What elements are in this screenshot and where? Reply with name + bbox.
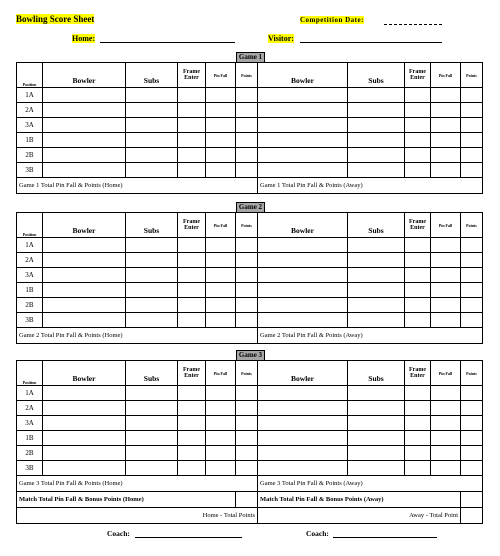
entry-cell[interactable] xyxy=(405,148,431,163)
entry-cell[interactable] xyxy=(206,283,236,298)
entry-cell[interactable] xyxy=(43,461,126,476)
match-total-row xyxy=(17,492,483,508)
entry-cell[interactable] xyxy=(258,431,348,446)
entry-cell[interactable] xyxy=(461,268,483,283)
entry-cell[interactable] xyxy=(258,118,348,133)
entry-cell[interactable] xyxy=(236,416,258,431)
entry-cell[interactable] xyxy=(43,313,126,328)
position-cell: 2B xyxy=(17,446,43,461)
visitor-label: Visitor: xyxy=(268,34,294,43)
entry-cell[interactable] xyxy=(206,133,236,148)
entry-cell[interactable] xyxy=(126,163,178,178)
entry-cell[interactable] xyxy=(43,446,126,461)
table-row xyxy=(17,238,483,253)
entry-cell[interactable] xyxy=(236,431,258,446)
entry-cell[interactable] xyxy=(405,461,431,476)
entry-cell[interactable] xyxy=(348,416,405,431)
table-row xyxy=(17,461,483,476)
subs-header: Subs xyxy=(126,63,178,88)
frame-enter-header: Frame Enter xyxy=(405,63,431,88)
position-cell: 1A xyxy=(17,386,43,401)
competition-date-label: Competition Date: xyxy=(300,16,364,24)
entry-cell[interactable] xyxy=(126,446,178,461)
subs-header: Subs xyxy=(126,213,178,238)
entry-cell[interactable] xyxy=(258,103,348,118)
entry-cell[interactable] xyxy=(405,133,431,148)
entry-cell[interactable] xyxy=(258,133,348,148)
bowler-header: Bowler xyxy=(258,213,348,238)
entry-cell[interactable] xyxy=(126,238,178,253)
entry-cell[interactable] xyxy=(258,253,348,268)
entry-cell[interactable] xyxy=(461,238,483,253)
position-cell: 2B xyxy=(17,148,43,163)
entry-cell[interactable] xyxy=(258,283,348,298)
entry-cell[interactable] xyxy=(461,88,483,103)
away-total-label: Game 2 Total Pin Fall & Points (Away) xyxy=(258,328,483,344)
bowler-header: Bowler xyxy=(258,63,348,88)
entry-cell[interactable] xyxy=(236,461,258,476)
entry-cell[interactable] xyxy=(236,401,258,416)
entry-cell[interactable] xyxy=(178,416,206,431)
table-row xyxy=(17,268,483,283)
entry-cell[interactable] xyxy=(431,148,461,163)
entry-cell[interactable] xyxy=(431,103,461,118)
entry-cell[interactable] xyxy=(348,103,405,118)
game-title: Game 3 xyxy=(236,350,265,360)
entry-cell[interactable] xyxy=(236,133,258,148)
entry-cell[interactable] xyxy=(258,88,348,103)
entry-cell[interactable] xyxy=(236,148,258,163)
position-cell: 1B xyxy=(17,133,43,148)
entry-cell[interactable] xyxy=(348,133,405,148)
game-title: Game 2 xyxy=(236,202,265,212)
entry-cell[interactable] xyxy=(348,401,405,416)
entry-cell[interactable] xyxy=(348,313,405,328)
table-row xyxy=(17,118,483,133)
entry-cell[interactable] xyxy=(431,133,461,148)
entry-cell[interactable] xyxy=(431,163,461,178)
entry-cell[interactable] xyxy=(461,386,483,401)
entry-cell[interactable] xyxy=(431,298,461,313)
entry-cell[interactable] xyxy=(405,416,431,431)
entry-cell[interactable] xyxy=(126,461,178,476)
entry-cell[interactable] xyxy=(461,431,483,446)
entry-cell[interactable] xyxy=(431,238,461,253)
entry-cell[interactable] xyxy=(43,88,126,103)
entry-cell[interactable] xyxy=(348,238,405,253)
game-table xyxy=(16,212,483,344)
entry-cell[interactable] xyxy=(43,148,126,163)
match-away-points-cell[interactable] xyxy=(461,492,483,508)
entry-cell[interactable] xyxy=(206,401,236,416)
position-cell: 3A xyxy=(17,118,43,133)
points-header: Points xyxy=(461,361,483,386)
entry-cell[interactable] xyxy=(126,283,178,298)
entry-cell[interactable] xyxy=(405,268,431,283)
home-total-label: Game 2 Total Pin Fall & Points (Home) xyxy=(17,328,258,344)
frame-enter-header: Frame Enter xyxy=(178,361,206,386)
entry-cell[interactable] xyxy=(431,446,461,461)
pin-fall-header: Pin Fall xyxy=(206,361,236,386)
position-cell: 1B xyxy=(17,431,43,446)
entry-cell[interactable] xyxy=(178,88,206,103)
entry-cell[interactable] xyxy=(258,163,348,178)
entry-cell[interactable] xyxy=(206,446,236,461)
total-row xyxy=(17,328,483,344)
entry-cell[interactable] xyxy=(206,163,236,178)
entry-cell[interactable] xyxy=(178,163,206,178)
entry-cell[interactable] xyxy=(258,416,348,431)
match-home-points-cell[interactable] xyxy=(236,492,258,508)
entry-cell[interactable] xyxy=(405,386,431,401)
position-cell: 1A xyxy=(17,238,43,253)
table-row xyxy=(17,88,483,103)
entry-cell[interactable] xyxy=(178,148,206,163)
entry-cell[interactable] xyxy=(236,298,258,313)
entry-cell[interactable] xyxy=(43,416,126,431)
entry-cell[interactable] xyxy=(206,416,236,431)
frame-enter-header: Frame Enter xyxy=(405,213,431,238)
entry-cell[interactable] xyxy=(206,313,236,328)
entry-cell[interactable] xyxy=(258,298,348,313)
entry-cell[interactable] xyxy=(206,253,236,268)
entry-cell[interactable] xyxy=(461,298,483,313)
entry-cell[interactable] xyxy=(178,238,206,253)
position-cell: 2A xyxy=(17,401,43,416)
final-total-row xyxy=(17,508,483,524)
home-total-points-label: Home - Total Points xyxy=(17,508,258,524)
entry-cell[interactable] xyxy=(405,446,431,461)
position-cell: 2A xyxy=(17,253,43,268)
bowler-header: Bowler xyxy=(43,213,126,238)
entry-cell[interactable] xyxy=(206,103,236,118)
entry-cell[interactable] xyxy=(236,283,258,298)
entry-cell[interactable] xyxy=(405,88,431,103)
entry-cell[interactable] xyxy=(348,431,405,446)
bowler-header: Bowler xyxy=(43,63,126,88)
entry-cell[interactable] xyxy=(348,163,405,178)
position-header: Position xyxy=(17,213,43,238)
entry-cell[interactable] xyxy=(258,313,348,328)
home-field[interactable] xyxy=(100,42,235,43)
entry-cell[interactable] xyxy=(178,253,206,268)
entry-cell[interactable] xyxy=(348,268,405,283)
entry-cell[interactable] xyxy=(178,283,206,298)
entry-cell[interactable] xyxy=(431,118,461,133)
entry-cell[interactable] xyxy=(178,298,206,313)
entry-cell[interactable] xyxy=(126,268,178,283)
table-row xyxy=(17,148,483,163)
entry-cell[interactable] xyxy=(461,103,483,118)
subs-header: Subs xyxy=(348,213,405,238)
entry-cell[interactable] xyxy=(206,88,236,103)
coach-home-field[interactable] xyxy=(135,537,242,538)
entry-cell[interactable] xyxy=(348,298,405,313)
entry-cell[interactable] xyxy=(236,268,258,283)
table-row xyxy=(17,446,483,461)
entry-cell[interactable] xyxy=(431,461,461,476)
visitor-field[interactable] xyxy=(300,42,442,43)
entry-cell[interactable] xyxy=(405,253,431,268)
entry-cell[interactable] xyxy=(258,148,348,163)
entry-cell[interactable] xyxy=(405,298,431,313)
position-cell: 3A xyxy=(17,416,43,431)
coach-home-label: Coach: xyxy=(107,529,130,538)
entry-cell[interactable] xyxy=(461,118,483,133)
entry-cell[interactable] xyxy=(348,118,405,133)
table-row xyxy=(17,163,483,178)
entry-cell[interactable] xyxy=(126,133,178,148)
subs-header: Subs xyxy=(348,63,405,88)
table-row xyxy=(17,298,483,313)
entry-cell[interactable] xyxy=(43,298,126,313)
table-row xyxy=(17,253,483,268)
points-header: Points xyxy=(236,213,258,238)
entry-cell[interactable] xyxy=(258,268,348,283)
entry-cell[interactable] xyxy=(348,88,405,103)
entry-cell[interactable] xyxy=(461,401,483,416)
position-cell: 1B xyxy=(17,283,43,298)
away-total-points-cell[interactable] xyxy=(461,508,483,524)
entry-cell[interactable] xyxy=(178,133,206,148)
entry-cell[interactable] xyxy=(405,431,431,446)
bowler-header: Bowler xyxy=(43,361,126,386)
entry-cell[interactable] xyxy=(236,88,258,103)
entry-cell[interactable] xyxy=(431,313,461,328)
home-total-label: Game 1 Total Pin Fall & Points (Home) xyxy=(17,178,258,194)
entry-cell[interactable] xyxy=(431,283,461,298)
entry-cell[interactable] xyxy=(461,253,483,268)
game-table xyxy=(16,62,483,194)
entry-cell[interactable] xyxy=(236,446,258,461)
away-total-points-label: Away - Total Point xyxy=(258,508,461,524)
position-cell: 3A xyxy=(17,268,43,283)
entry-cell[interactable] xyxy=(206,298,236,313)
bowler-header: Bowler xyxy=(258,361,348,386)
entry-cell[interactable] xyxy=(178,386,206,401)
entry-cell[interactable] xyxy=(43,118,126,133)
entry-cell[interactable] xyxy=(43,163,126,178)
position-cell: 3B xyxy=(17,313,43,328)
game-title: Game 1 xyxy=(236,52,265,62)
entry-cell[interactable] xyxy=(431,416,461,431)
entry-cell[interactable] xyxy=(461,461,483,476)
points-header: Points xyxy=(461,63,483,88)
entry-cell[interactable] xyxy=(405,163,431,178)
entry-cell[interactable] xyxy=(258,238,348,253)
entry-cell[interactable] xyxy=(126,103,178,118)
entry-cell[interactable] xyxy=(405,238,431,253)
position-cell: 2A xyxy=(17,103,43,118)
entry-cell[interactable] xyxy=(126,88,178,103)
frame-enter-header: Frame Enter xyxy=(178,213,206,238)
entry-cell[interactable] xyxy=(431,88,461,103)
entry-cell[interactable] xyxy=(126,313,178,328)
table-row xyxy=(17,133,483,148)
position-header: Position xyxy=(17,63,43,88)
entry-cell[interactable] xyxy=(178,103,206,118)
entry-cell[interactable] xyxy=(236,386,258,401)
position-cell: 1A xyxy=(17,88,43,103)
entry-cell[interactable] xyxy=(258,446,348,461)
table-row xyxy=(17,283,483,298)
pin-fall-header: Pin Fall xyxy=(431,361,461,386)
position-cell: 3B xyxy=(17,163,43,178)
entry-cell[interactable] xyxy=(461,416,483,431)
total-row xyxy=(17,178,483,194)
entry-cell[interactable] xyxy=(236,253,258,268)
position-header: Position xyxy=(17,361,43,386)
entry-cell[interactable] xyxy=(405,103,431,118)
entry-cell[interactable] xyxy=(461,283,483,298)
match-home-label: Match Total Pin Fall & Bonus Points (Home) xyxy=(17,492,236,508)
entry-cell[interactable] xyxy=(431,268,461,283)
points-header: Points xyxy=(461,213,483,238)
entry-cell[interactable] xyxy=(178,446,206,461)
entry-cell[interactable] xyxy=(431,401,461,416)
pin-fall-header: Pin Fall xyxy=(431,63,461,88)
entry-cell[interactable] xyxy=(405,313,431,328)
entry-cell[interactable] xyxy=(43,386,126,401)
entry-cell[interactable] xyxy=(206,268,236,283)
entry-cell[interactable] xyxy=(348,461,405,476)
game-table xyxy=(16,360,483,524)
entry-cell[interactable] xyxy=(431,253,461,268)
entry-cell[interactable] xyxy=(126,386,178,401)
entry-cell[interactable] xyxy=(43,401,126,416)
entry-cell[interactable] xyxy=(348,446,405,461)
entry-cell[interactable] xyxy=(178,313,206,328)
entry-cell[interactable] xyxy=(43,268,126,283)
entry-cell[interactable] xyxy=(178,401,206,416)
entry-cell[interactable] xyxy=(405,283,431,298)
points-header: Points xyxy=(236,63,258,88)
entry-cell[interactable] xyxy=(461,313,483,328)
table-row xyxy=(17,416,483,431)
entry-cell[interactable] xyxy=(461,446,483,461)
entry-cell[interactable] xyxy=(348,283,405,298)
pin-fall-header: Pin Fall xyxy=(431,213,461,238)
home-label: Home: xyxy=(72,34,96,43)
entry-cell[interactable] xyxy=(236,238,258,253)
entry-cell[interactable] xyxy=(43,283,126,298)
entry-cell[interactable] xyxy=(206,118,236,133)
sheet-title: Bowling Score Sheet xyxy=(16,14,95,24)
entry-cell[interactable] xyxy=(431,386,461,401)
entry-cell[interactable] xyxy=(461,148,483,163)
coach-away-label: Coach: xyxy=(306,529,329,538)
entry-cell[interactable] xyxy=(43,238,126,253)
entry-cell[interactable] xyxy=(236,118,258,133)
entry-cell[interactable] xyxy=(258,401,348,416)
total-row xyxy=(17,476,483,492)
entry-cell[interactable] xyxy=(206,238,236,253)
entry-cell[interactable] xyxy=(258,461,348,476)
away-total-label: Game 3 Total Pin Fall & Points (Away) xyxy=(258,476,483,492)
match-away-label: Match Total Pin Fall & Bonus Points (Away) xyxy=(258,492,461,508)
entry-cell[interactable] xyxy=(461,133,483,148)
subs-header: Subs xyxy=(348,361,405,386)
entry-cell[interactable] xyxy=(178,461,206,476)
coach-away-field[interactable] xyxy=(333,537,437,538)
position-cell: 2B xyxy=(17,298,43,313)
subs-header: Subs xyxy=(126,361,178,386)
entry-cell[interactable] xyxy=(178,268,206,283)
entry-cell[interactable] xyxy=(405,401,431,416)
entry-cell[interactable] xyxy=(126,401,178,416)
entry-cell[interactable] xyxy=(206,386,236,401)
entry-cell[interactable] xyxy=(405,118,431,133)
table-row xyxy=(17,103,483,118)
entry-cell[interactable] xyxy=(178,431,206,446)
entry-cell[interactable] xyxy=(43,103,126,118)
entry-cell[interactable] xyxy=(126,431,178,446)
entry-cell[interactable] xyxy=(236,313,258,328)
competition-date-field[interactable] xyxy=(384,24,442,25)
entry-cell[interactable] xyxy=(461,163,483,178)
pin-fall-header: Pin Fall xyxy=(206,213,236,238)
entry-cell[interactable] xyxy=(348,386,405,401)
entry-cell[interactable] xyxy=(431,431,461,446)
away-total-label: Game 1 Total Pin Fall & Points (Away) xyxy=(258,178,483,194)
entry-cell[interactable] xyxy=(126,298,178,313)
entry-cell[interactable] xyxy=(126,253,178,268)
entry-cell[interactable] xyxy=(126,148,178,163)
table-row xyxy=(17,431,483,446)
entry-cell[interactable] xyxy=(178,118,206,133)
entry-cell[interactable] xyxy=(348,253,405,268)
entry-cell[interactable] xyxy=(206,461,236,476)
points-header: Points xyxy=(236,361,258,386)
entry-cell[interactable] xyxy=(126,416,178,431)
frame-enter-header: Frame Enter xyxy=(405,361,431,386)
entry-cell[interactable] xyxy=(43,133,126,148)
entry-cell[interactable] xyxy=(43,253,126,268)
home-total-label: Game 3 Total Pin Fall & Points (Home) xyxy=(17,476,258,492)
frame-enter-header: Frame Enter xyxy=(178,63,206,88)
table-row xyxy=(17,386,483,401)
entry-cell[interactable] xyxy=(348,148,405,163)
position-cell: 3B xyxy=(17,461,43,476)
table-row xyxy=(17,313,483,328)
entry-cell[interactable] xyxy=(206,431,236,446)
entry-cell[interactable] xyxy=(43,431,126,446)
entry-cell[interactable] xyxy=(258,386,348,401)
pin-fall-header: Pin Fall xyxy=(206,63,236,88)
entry-cell[interactable] xyxy=(236,103,258,118)
entry-cell[interactable] xyxy=(206,148,236,163)
entry-cell[interactable] xyxy=(126,118,178,133)
table-row xyxy=(17,401,483,416)
entry-cell[interactable] xyxy=(236,163,258,178)
